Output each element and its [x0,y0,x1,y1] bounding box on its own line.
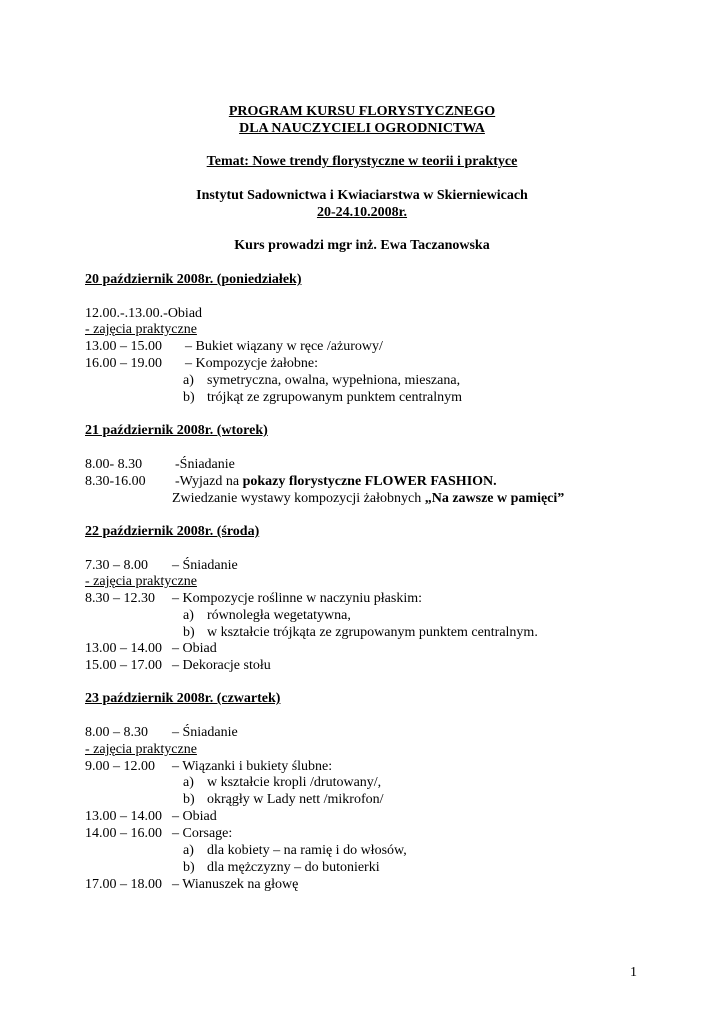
practical-label: - zajęcia praktyczne [85,322,197,337]
list-marker: b) [183,390,195,405]
sub-item [183,842,407,859]
instructor: Kurs prowadzi mgr inż. Ewa Taczanowska [234,238,490,253]
sub-item [183,372,460,389]
activity: – Śniadanie [172,558,238,573]
sub-item-text: symetryczna, owalna, wypełniona, mieszana, [207,373,461,388]
day-heading-monday: 20 październik 2008r. (poniedziałek) [85,272,302,287]
time-range: 8.00 – 8.30 [85,725,148,740]
exhibition-title: „Na zawsze w pamięci” [424,491,565,506]
time-range: 15.00 – 17.00 [85,658,162,673]
schedule-line [85,456,235,473]
list-marker: a) [183,843,194,858]
time-range: 8.00- 8.30 [85,457,143,472]
practical-label: - zajęcia praktyczne [85,574,197,589]
sub-item-text: w kształcie kropli /drutowany/, [207,775,382,790]
activity: – Kompozycje roślinne w naczyniu płaskim: [172,591,422,606]
list-marker: b) [183,625,195,640]
schedule-line [85,473,497,490]
schedule-line [85,724,238,741]
sub-item [183,791,384,808]
time-range: 14.00 – 16.00 [85,826,162,841]
course-dates: 20-24.10.2008r. [316,205,408,220]
list-marker: a) [183,608,194,623]
sub-item-text: dla kobiety – na ramię i do włosów, [207,843,407,858]
page-number: 1 [630,965,637,980]
schedule-line [85,590,422,607]
practical-label: - zajęcia praktyczne [85,742,197,757]
sub-item [183,389,462,406]
schedule-line [85,808,217,825]
list-marker: b) [183,860,195,875]
activity: – Wianuszek na głowę [172,877,299,892]
activity: – Śniadanie [172,725,238,740]
activity: -Wyjazd na [175,474,243,489]
time-range: 13.00 – 15.00 [85,339,162,354]
schedule-line [85,557,238,574]
title-line-1: PROGRAM KURSU FLORYSTYCZNEGO [228,104,496,119]
list-marker: a) [183,373,194,388]
sub-item [183,859,380,876]
schedule-line: 12.00.-.13.00.-Obiad [85,306,203,321]
sub-item-text: trójkąt ze zgrupowanym punktem centralnym [207,390,463,405]
schedule-line [85,355,318,372]
schedule-line [85,657,271,674]
day-heading-thursday: 23 październik 2008r. (czwartek) [85,691,281,706]
activity-highlight: pokazy florystyczne FLOWER FASHION. [242,474,497,489]
activity: – Wiązanki i bukiety ślubne: [172,759,333,774]
activity: – Kompozycje żałobne: [185,356,318,371]
schedule-line [172,490,564,507]
day-heading-wednesday: 22 październik 2008r. (środa) [85,524,260,539]
time-range: 9.00 – 12.00 [85,759,155,774]
list-marker: b) [183,792,195,807]
title-line-2: DLA NAUCZYCIELI OGRODNICTWA [239,121,485,136]
course-topic: Temat: Nowe trendy florystyczne w teorii i praktyce [206,154,518,169]
activity: -Śniadanie [175,457,235,472]
activity: – Obiad [172,641,217,656]
sub-item-text: w kształcie trójkąta ze zgrupowanym punktem centralnym. [207,625,538,640]
sub-item [183,607,351,624]
time-range: 8.30-16.00 [85,474,146,489]
list-marker: a) [183,775,194,790]
schedule-line [85,825,232,842]
time-range: 8.30 – 12.30 [85,591,155,606]
time-range: 16.00 – 19.00 [85,356,162,371]
sub-item-text: równoległa wegetatywna, [207,608,351,623]
schedule-line [85,758,332,775]
activity: – Bukiet wiązany w ręce /ażurowy/ [185,339,383,354]
schedule-line [85,338,383,355]
schedule-line [85,876,298,893]
sub-item-text: dla mężczyzny – do butonierki [207,860,380,875]
activity: Zwiedzanie wystawy kompozycji żałobnych [172,491,425,506]
sub-item-text: okrągły w Lady nett /mikrofon/ [207,792,384,807]
activity: – Corsage: [172,826,233,841]
day-heading-tuesday: 21 październik 2008r. (wtorek) [85,423,268,438]
institute-name: Instytut Sadownictwa i Kwiaciarstwa w Skierniewicach [196,188,528,203]
schedule-line [85,640,217,657]
time-range: 7.30 – 8.00 [85,558,148,573]
sub-item [183,774,381,791]
time-range: 13.00 – 14.00 [85,641,162,656]
sub-item [183,624,538,641]
time-range: 17.00 – 18.00 [85,877,162,892]
time-range: 13.00 – 14.00 [85,809,162,824]
activity: – Dekoracje stołu [172,658,271,673]
activity: – Obiad [172,809,217,824]
